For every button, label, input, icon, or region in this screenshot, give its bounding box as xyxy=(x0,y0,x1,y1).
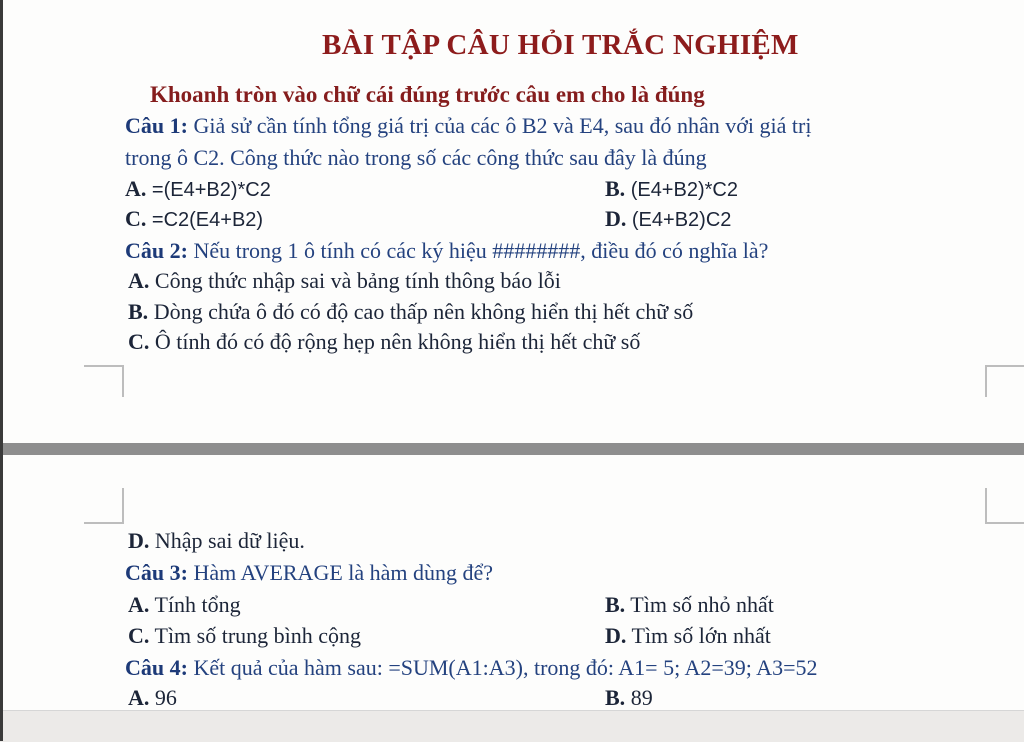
bottom-margin-strip xyxy=(0,710,1024,742)
crop-mark-bottom-left xyxy=(84,488,124,524)
q1-option-d-letter: D. xyxy=(605,206,627,231)
q3-option-b-letter: B. xyxy=(605,592,626,617)
crop-mark-top-left xyxy=(84,365,124,397)
crop-mark-top-right xyxy=(985,365,1024,397)
q1-option-c-letter: C. xyxy=(125,206,147,231)
q3-option-a[interactable] xyxy=(128,592,241,618)
question-2 xyxy=(125,238,768,264)
page-separator xyxy=(0,443,1024,455)
q3-option-d[interactable] xyxy=(605,623,771,649)
question-3-label: Câu 3: xyxy=(125,560,188,585)
question-4-text: Kết quả của hàm sau: =SUM(A1:A3), trong đó: A1= 5; A2=39; A3=52 xyxy=(193,655,818,680)
instruction-text: Khoanh tròn vào chữ cái đúng trước câu em cho là đúng xyxy=(150,82,705,107)
q3-option-a-text: Tính tổng xyxy=(154,592,241,617)
question-4-label: Câu 4: xyxy=(125,655,188,680)
left-border xyxy=(0,0,3,741)
q3-option-d-letter: D. xyxy=(605,623,627,648)
q3-option-c-letter: C. xyxy=(128,623,150,648)
q2-option-c-letter: C. xyxy=(128,329,150,354)
q2-option-d[interactable] xyxy=(128,528,305,554)
q4-option-a[interactable] xyxy=(128,685,177,711)
q2-option-a[interactable] xyxy=(128,268,561,294)
question-1-label: Câu 1: xyxy=(125,113,188,138)
q2-option-b-letter: B. xyxy=(128,299,149,324)
q3-option-a-letter: A. xyxy=(128,592,150,617)
q1-option-c-text: =C2(E4+B2) xyxy=(151,209,264,231)
crop-mark-bottom-right xyxy=(985,488,1024,524)
q2-option-c[interactable] xyxy=(128,329,640,355)
q1-option-b[interactable] xyxy=(605,176,738,203)
q2-option-b[interactable] xyxy=(128,299,693,325)
question-4 xyxy=(125,655,817,681)
q1-option-a-letter: A. xyxy=(125,176,147,201)
q3-option-b-text: Tìm số nhỏ nhất xyxy=(630,592,774,617)
question-1 xyxy=(125,113,811,139)
q4-option-a-text: 96 xyxy=(154,685,177,710)
question-3 xyxy=(125,560,493,586)
q1-option-c[interactable] xyxy=(125,206,263,233)
q1-option-a-text: =(E4+B2)*C2 xyxy=(151,179,271,201)
q2-option-b-text: Dòng chứa ô đó có độ cao thấp nên không hiển thị hết chữ số xyxy=(153,299,694,324)
q2-option-a-letter: A. xyxy=(128,268,150,293)
question-1-line-2: trong ô C2. Công thức nào trong số các công thức sau đây là đúng xyxy=(125,145,707,170)
q2-option-c-text: Ô tính đó có độ rộng hẹp nên không hiển thị hết chữ số xyxy=(154,329,641,354)
q3-option-d-text: Tìm số lớn nhất xyxy=(631,623,771,648)
question-3-text: Hàm AVERAGE là hàm dùng để? xyxy=(193,560,494,585)
q1-option-b-text: (E4+B2)*C2 xyxy=(630,179,738,201)
q2-option-d-letter: D. xyxy=(128,528,150,553)
q1-option-d-text: (E4+B2)C2 xyxy=(631,209,732,231)
q2-option-a-text: Công thức nhập sai và bảng tính thông báo lỗi xyxy=(154,268,561,293)
question-1-text-line-1: Giả sử cần tính tổng giá trị của các ô B2 và E4, sau đó nhân với giá trị xyxy=(193,113,812,138)
question-2-text: Nếu trong 1 ô tính có các ký hiệu ########, điều đó có nghĩa là? xyxy=(193,238,769,263)
q1-option-d[interactable] xyxy=(605,206,731,233)
q1-option-b-letter: B. xyxy=(605,176,626,201)
q4-option-b-letter: B. xyxy=(605,685,626,710)
page-title: BÀI TẬP CÂU HỎI TRẮC NGHIỆM xyxy=(322,29,799,61)
q4-option-b-text: 89 xyxy=(630,685,653,710)
q3-option-c-text: Tìm số trung bình cộng xyxy=(154,623,362,648)
q1-option-a[interactable] xyxy=(125,176,271,203)
q3-option-b[interactable] xyxy=(605,592,774,618)
q4-option-a-letter: A. xyxy=(128,685,150,710)
q2-option-d-text: Nhập sai dữ liệu. xyxy=(154,528,305,553)
q4-option-b[interactable] xyxy=(605,685,653,711)
q3-option-c[interactable] xyxy=(128,623,361,649)
question-2-label: Câu 2: xyxy=(125,238,188,263)
